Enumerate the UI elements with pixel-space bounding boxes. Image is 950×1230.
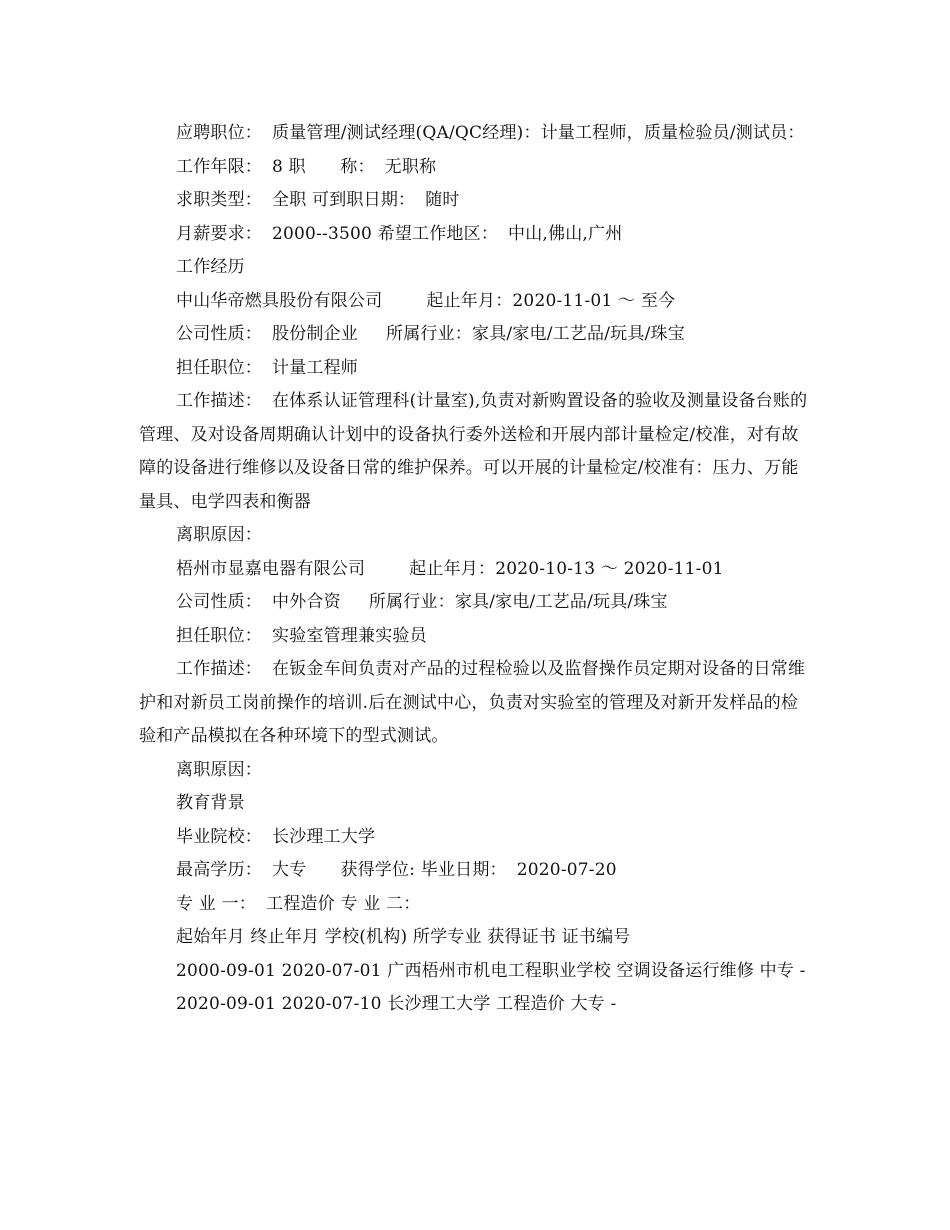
job2-role-label: 担任职位：	[176, 625, 262, 646]
job2-desc-line	[139, 653, 815, 754]
job1-desc-line	[139, 385, 815, 519]
major-line	[139, 888, 815, 922]
position-label: 应聘职位：	[176, 123, 262, 143]
job2-period-label: 起止年月：	[409, 558, 496, 579]
job-type-value: 全职	[272, 190, 307, 210]
job1-company: 中山华帝燃具股份有限公司	[176, 290, 383, 311]
edu-row: 2000-09-01 2020-07-01 广西梧州市机电工程职业学校 空调设备运行维修 中专 -	[176, 960, 806, 981]
years-value: 8	[272, 156, 284, 177]
job1-nature-line	[139, 318, 815, 352]
school-value: 长沙理工大学	[272, 826, 376, 847]
job2-period-value: 2020-10-13 ～ 2020-11-01	[495, 558, 724, 579]
position-value: 质量管理/测试经理(QA/QC经理)：计量工程师，质量检验员/测试员：	[272, 123, 805, 143]
job2-company: 梧州市显嘉电器有限公司	[176, 558, 366, 579]
years-line	[139, 151, 815, 185]
job1-desc-value: 在体系认证管理科(计量室),负责对新购置设备的验收及测量设备台账的管理、及对设备周期确认计划中的设备执行委外送检和开展内部计量检定/校准，对有故障的设备进行维修以及设备日常的维护保养。可以开展的计量检定/校准有：压力、万能量具、电学四表和衡器	[139, 391, 808, 512]
job2-role-value: 实验室管理兼实验员	[272, 625, 427, 646]
job1-leave-line: 离职原因：	[176, 525, 262, 545]
job1-company-line	[139, 285, 815, 319]
job1-period-label: 起止年月：	[426, 290, 513, 311]
education-value: 大专	[272, 860, 307, 880]
school-line	[139, 821, 815, 855]
job2-desc-label: 工作描述：	[176, 659, 262, 679]
major2-label: 专 业 二：	[340, 893, 421, 914]
edu-heading: 教育背景	[176, 793, 245, 813]
work-heading: 工作经历	[176, 257, 245, 277]
title-value: 无职称	[384, 156, 437, 177]
job1-nature-value: 股份制企业	[272, 324, 358, 344]
job2-nature-line	[139, 586, 815, 620]
job2-role-line	[139, 620, 815, 654]
job1-industry-value: 家具/家电/工艺品/玩具/珠宝	[472, 324, 685, 344]
job1-role-value: 计量工程师	[272, 357, 358, 378]
job-type-line	[139, 184, 815, 218]
education-label: 最高学历：	[176, 860, 262, 880]
salary-line	[139, 218, 815, 252]
edu-table-header: 起始年月 终止年月 学校(机构) 所学专业 获得证书 证书编号	[176, 927, 631, 947]
job2-nature-label: 公司性质：	[176, 592, 262, 612]
grad-date-label: 毕业日期：	[420, 860, 507, 880]
job1-industry-label: 所属行业：	[386, 324, 472, 344]
edu-row: 2020-09-01 2020-07-10 长沙理工大学 工程造价 大专 -	[176, 994, 617, 1014]
salary-value: 2000--3500	[272, 223, 373, 244]
salary-label: 月薪要求：	[176, 223, 262, 244]
job-type-label: 求职类型：	[176, 190, 262, 210]
area-label: 希望工作地区：	[377, 223, 499, 244]
major1-label: 专 业 一：	[176, 893, 257, 914]
job2-nature-value: 中外合资	[272, 592, 341, 612]
job2-industry-label: 所属行业：	[368, 592, 455, 612]
grad-date-value: 2020-07-20	[516, 860, 617, 880]
job1-period-value: 2020-11-01 ～ 至今	[512, 290, 676, 311]
job1-desc-label: 工作描述：	[176, 391, 262, 411]
job2-company-line	[139, 553, 815, 587]
available-value: 随时	[425, 190, 460, 210]
job1-nature-label: 公司性质：	[176, 324, 262, 344]
position-line	[139, 117, 815, 151]
title-label: 职 称：	[288, 156, 375, 177]
available-label: 可到职日期：	[312, 190, 416, 210]
job2-desc-value: 在钣金车间负责对产品的过程检验以及监督操作员定期对设备的日常维护和对新员工岗前操作的培训.后在测试中心，负责对实验室的管理及对新开发样品的检验和产品模拟在各种环境下的型式测试。	[139, 659, 806, 746]
job1-role-label: 担任职位：	[176, 357, 262, 378]
degree-label: 获得学位:	[340, 860, 416, 880]
years-label: 工作年限：	[176, 156, 262, 177]
job1-role-line	[139, 352, 815, 386]
job2-industry-value: 家具/家电/工艺品/玩具/珠宝	[454, 592, 668, 612]
job2-leave-line: 离职原因：	[176, 759, 262, 780]
major1-value: 工程造价	[266, 893, 335, 914]
school-label: 毕业院校：	[176, 826, 262, 847]
resume-body	[139, 117, 815, 1022]
area-value: 中山,佛山,广州	[508, 223, 623, 244]
degree-line	[139, 854, 815, 888]
